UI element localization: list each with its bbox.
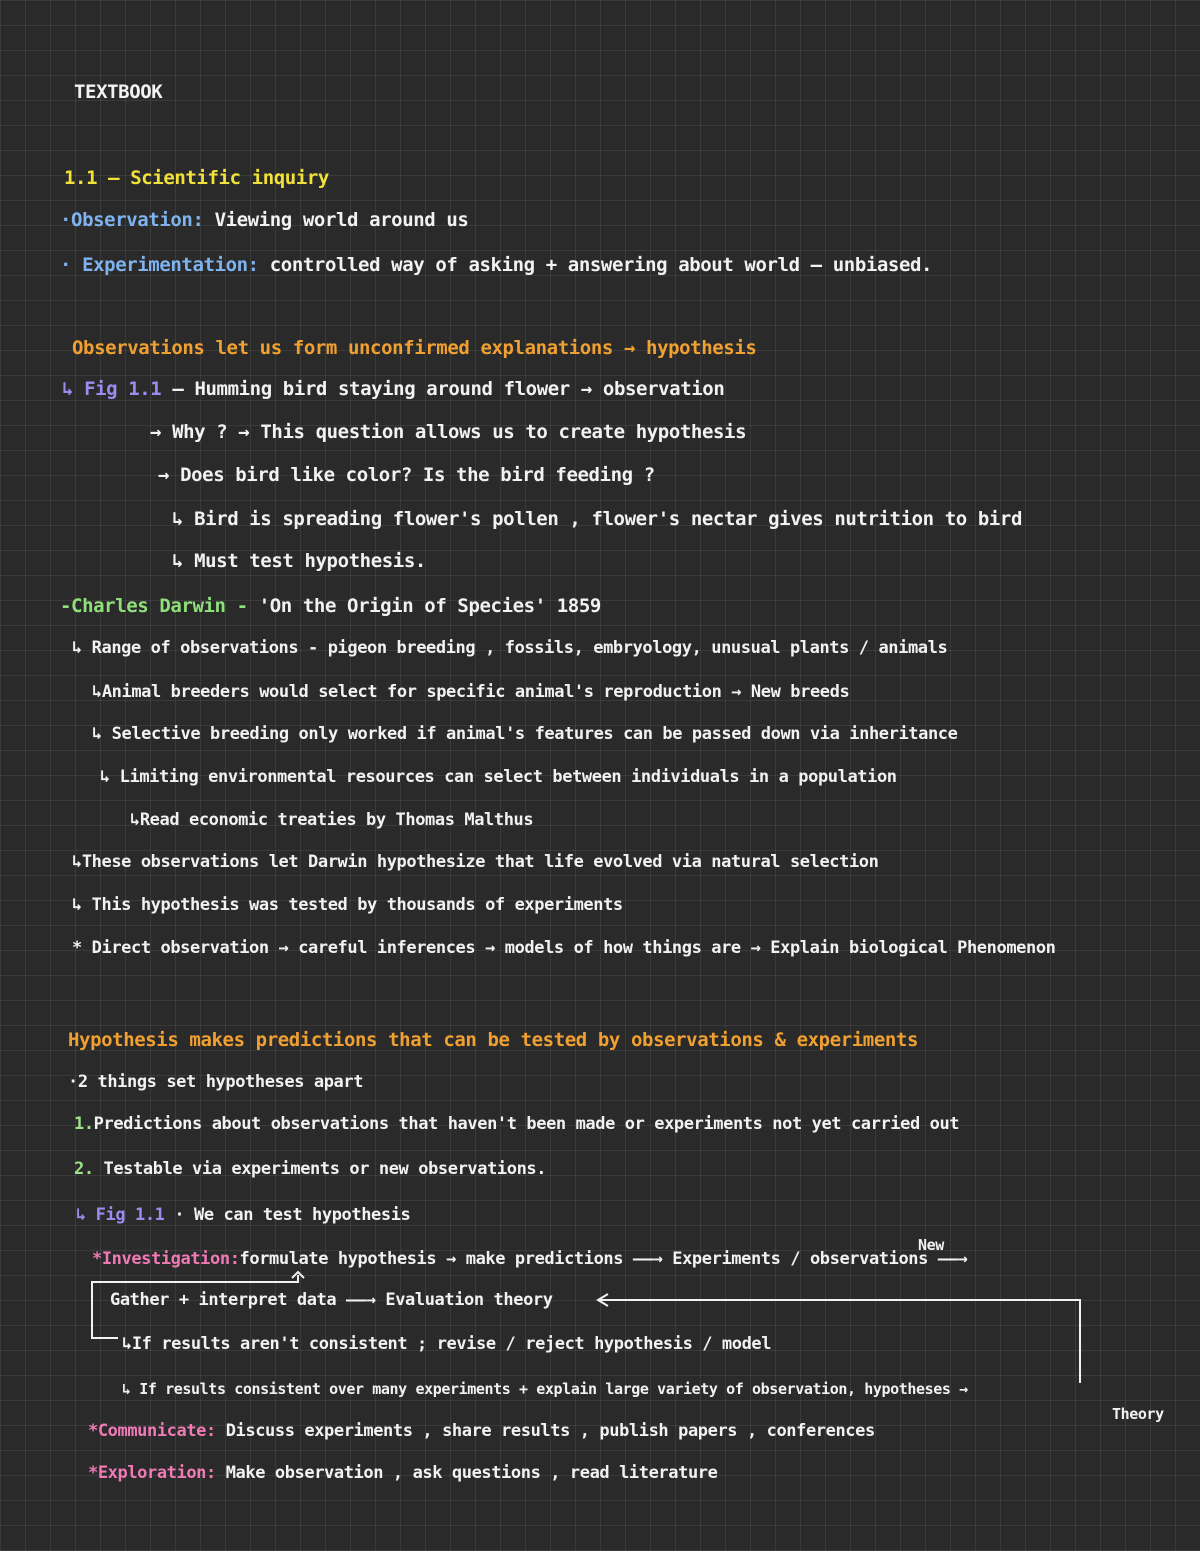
bird-questions-line: → Does bird like color? Is the bird feeding ? <box>158 464 655 486</box>
fig-1-1-hummingbird <box>62 377 724 401</box>
gather-data-line: Gather + interpret data ——→ Evaluation theory <box>110 1290 553 1310</box>
pollen-hypothesis-line: ↳ Bird is spreading flower's pollen , flower's nectar gives nutrition to bird <box>172 508 1023 530</box>
communicate-text: Discuss experiments , share results , publish papers , conferences <box>225 1421 875 1441</box>
fig-label-2: ↳ Fig 1.1 <box>76 1205 165 1225</box>
investigation-line <box>92 1247 967 1271</box>
communicate-label: *Communicate: <box>88 1421 216 1441</box>
darwin-book: 'On the Origin of Species' 1859 <box>258 595 601 617</box>
point-1-text: Predictions about observations that haven't been made or experiments not yet carried out <box>93 1114 960 1134</box>
darwin-range-of-observations: ↳ Range of observations - pigeon breeding , fossils, embryology, unusual plants / animals <box>72 638 948 658</box>
two-things-line: ·2 things set hypotheses apart <box>68 1072 364 1092</box>
darwin-selective-breeding: ↳ Selective breeding only worked if animal's features can be passed down via inheritance <box>92 724 958 744</box>
darwin-malthus: ↳Read economic treaties by Thomas Malthus <box>130 810 534 830</box>
new-label: New <box>918 1236 944 1254</box>
darwin-animal-breeders: ↳Animal breeders would select for specific animal's reproduction → New breeds <box>92 682 850 702</box>
charles-darwin-heading <box>60 594 601 618</box>
fig-label: ↳ Fig 1.1 <box>62 378 162 400</box>
direct-observation-chain: * Direct observation → careful inferences → models of how things are → Explain biological Phenomenon <box>72 938 1056 958</box>
section-heading-hypothesis-predictions: Hypothesis makes predictions that can be tested by observations & experiments <box>68 1029 919 1051</box>
fig-text: – Humming bird staying around flower → observation <box>172 378 725 400</box>
communicate-line <box>88 1419 875 1443</box>
theory-label: Theory <box>1112 1405 1164 1423</box>
point-2-number: 2. <box>74 1159 94 1179</box>
must-test-line: ↳ Must test hypothesis. <box>172 550 426 572</box>
darwin-tested-hypothesis: ↳ This hypothesis was tested by thousands of experiments <box>72 895 623 915</box>
exploration-text: Make observation , ask questions , read literature <box>225 1463 718 1483</box>
section-heading-observations: Observations let us form unconfirmed explanations → hypothesis <box>72 337 757 359</box>
experimentation-label: · Experimentation: <box>60 254 259 276</box>
point-1-number: 1. <box>74 1114 94 1134</box>
exploration-line <box>88 1461 717 1485</box>
darwin-label: -Charles Darwin - <box>60 595 248 617</box>
experimentation-text: controlled way of asking + answering about world – unbiased. <box>269 254 933 276</box>
darwin-limiting-resources: ↳ Limiting environmental resources can select between individuals in a population <box>100 767 897 787</box>
up-arrow-head <box>292 1272 304 1278</box>
return-arrow-head <box>598 1294 608 1306</box>
fig-text-2: · We can test hypothesis <box>174 1205 411 1225</box>
observation-label: ·Observation: <box>60 209 204 231</box>
section-heading-scientific-inquiry: 1.1 – Scientific inquiry <box>64 167 329 189</box>
point-2-testable <box>74 1157 546 1181</box>
exploration-label: *Exploration: <box>88 1463 216 1483</box>
fig-1-1-test-hypothesis <box>76 1203 410 1227</box>
experimentation-definition <box>60 253 932 277</box>
darwin-natural-selection: ↳These observations let Darwin hypothesize that life evolved via natural selection <box>72 852 879 872</box>
consistent-results-line: ↳ If results consistent over many experiments + explain large variety of observation, hypotheses → <box>122 1380 968 1398</box>
point-2-text: Testable via experiments or new observations. <box>103 1159 547 1179</box>
observation-text: Viewing world around us <box>214 209 469 231</box>
investigation-label: *Investigation: <box>92 1249 240 1269</box>
investigation-text: formulate hypothesis → make predictions ——→ Experiments / observations ——→ <box>239 1249 968 1269</box>
point-1-predictions <box>74 1112 959 1136</box>
why-question-line: → Why ? → This question allows us to create hypothesis <box>150 421 747 443</box>
revise-hypothesis-line: ↳If results aren't consistent ; revise / reject hypothesis / model <box>122 1334 772 1354</box>
page-title: TEXTBOOK <box>74 81 163 103</box>
observation-definition <box>60 208 468 232</box>
